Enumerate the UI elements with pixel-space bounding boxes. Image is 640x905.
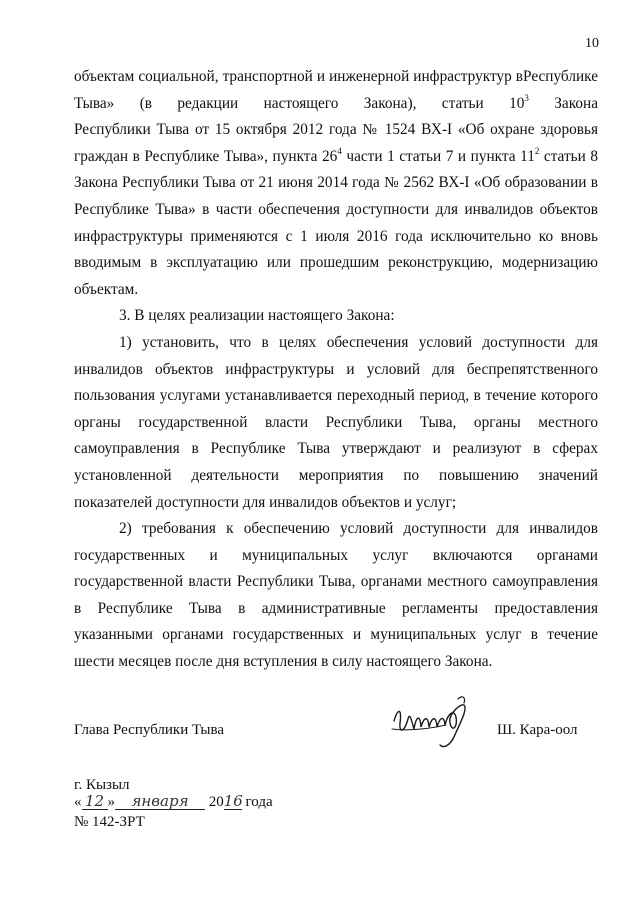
handwritten-signature-icon	[388, 693, 478, 756]
paragraph-2: Республики Тыва от 15 октября 2012 года № 1524 ВХ-I «Об охране здоровья граждан в Республике Тыва», пункта $26^4$ части 1 статьи 7 и пункта $11^2$ статьи 8 Закона Республики Тыва от 21 июня 2014 года № 2562 ВХ-I «Об образовании в Республике Тыва» в части обеспечения доступности для инвалидов объектов инфраструктуры применяются с 1 июля 2016 года исключительно ко вновь вводимым в эксплуатацию или прошедшим реконструкцию, модернизацию объектам.	[74, 121, 598, 298]
date-year-prefix: 20	[208, 794, 224, 810]
law-number: № 142-ЗРТ	[74, 814, 145, 830]
paragraph-3: 3. В целях реализации настоящего Закона:	[119, 307, 395, 325]
paragraph-5: 2) требования к обеспечению условий доступности для инвалидов государственных и муниципальных услуг включаются органами государственной власти Республики Тыва, органами местного самоуправления в Республике Тыва в административные регламенты предоставления указанными органами государственных и муниципальных услуг в течение шести месяцев после дня вступления в силу настоящего Закона.	[74, 520, 598, 671]
signatory-title: Глава Республики Тыва	[74, 722, 225, 738]
superscript: 4	[337, 145, 342, 156]
document-body	[74, 64, 598, 676]
paragraph-1: объектам социальной, транспортной и инженерной инфраструктур вРеспублике Тыва» (в редакции настоящего Закона), статьи $10^3$ Закона	[74, 68, 598, 112]
superscript: 3	[524, 92, 529, 103]
date-year-suffix: 16	[223, 792, 243, 810]
signatory-name: Ш. Кара-оол	[497, 722, 578, 738]
paragraph-4: 1) установить, что в целях обеспечения условий доступности для инвалидов объектов инфраструктуры и условий для беспрепятственного пользования услугами устанавливается переходный период, в течение которого органы государственной власти Республики Тыва, органы местного самоуправления в Республике Тыва утверждают и реализуют в сферах установленной деятельности мероприятия по повышению значений показателей доступности для инвалидов объектов и услуг;	[74, 333, 598, 511]
date-month: января	[115, 793, 205, 810]
date-year-word: года	[245, 794, 273, 810]
date-close-quote: »	[107, 794, 115, 810]
place-of-signing: г. Кызыл	[74, 777, 130, 793]
date-open-quote: «	[74, 794, 82, 810]
date-day: 12	[82, 793, 108, 810]
superscript: 2	[534, 145, 540, 156]
page-number: 10	[585, 36, 599, 51]
signing-date	[74, 792, 273, 813]
